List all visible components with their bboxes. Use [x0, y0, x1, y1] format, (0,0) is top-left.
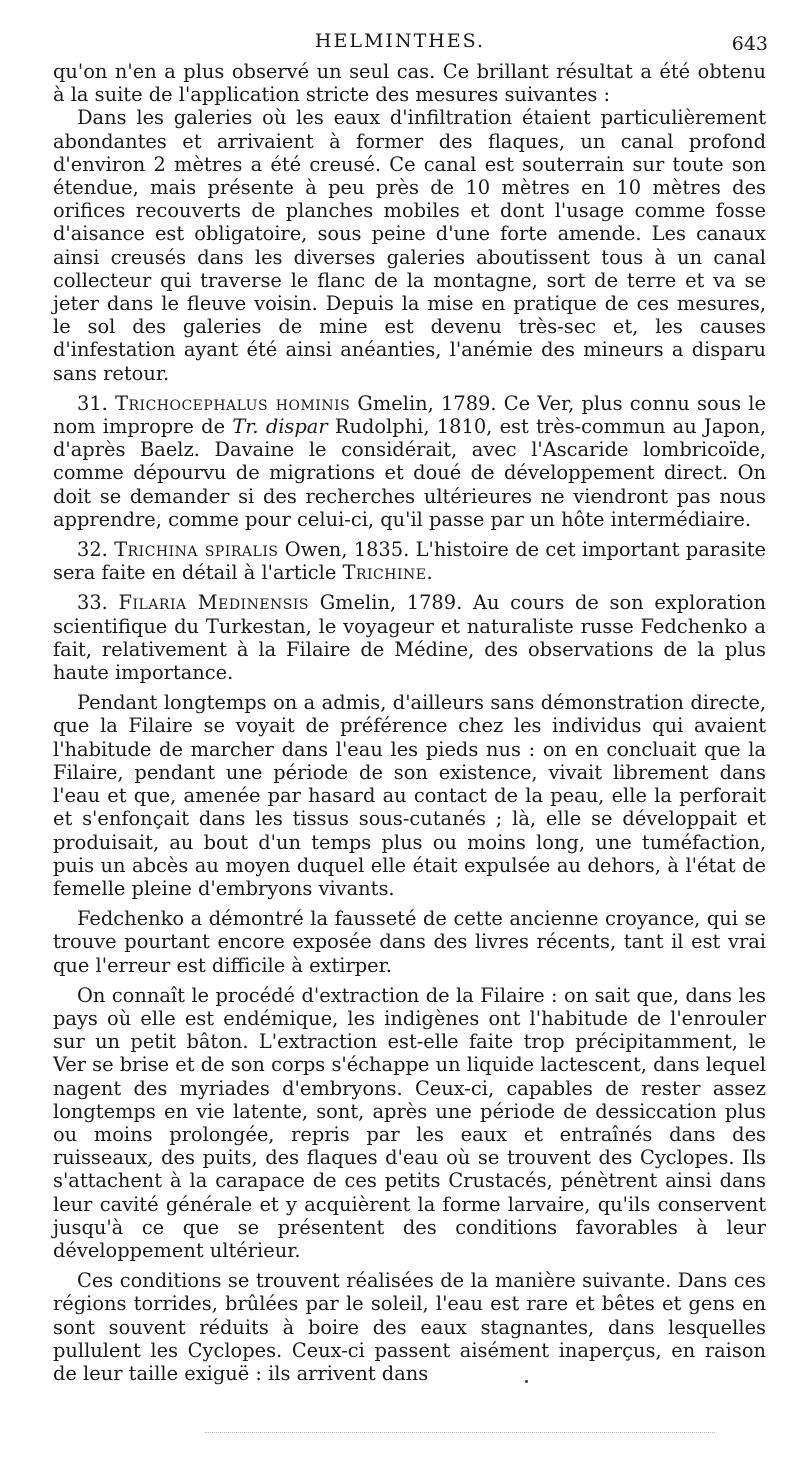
paragraph-fedchenko: Fedchenko a démontré la fausseté de cette ancienne croyance, qui se trouve pourtant encore exposée dans des livres récents, tant il est vrai que l'erreur est difficile à extirper.: [53, 907, 766, 977]
entry-end: .: [426, 561, 433, 585]
species-name: Filaria Medinensis: [118, 591, 310, 615]
species-author: Gmelin, 1789.: [319, 591, 463, 615]
species-name: Trichocephalus hominis: [115, 391, 351, 415]
page-number: 643: [731, 33, 768, 55]
paragraph-mine-drainage: Dans les galeries où les eaux d'infiltration étaient particulièrement abondantes et arrivaient à former des flaques, un canal profond d'environ 2 mètres a été creusé. Ce canal est souterrain sur toute son étendue, mais présente à peu près de 10 mètres en 10 mètres des orifices recouverts de planches mobiles et dont l'usage comme fosse d'aisance est obligatoire, sous peine d'une forte amende. Les canaux ainsi creusés dans les diverses galeries aboutissent tous à un canal collecteur qui traverse le flanc de la montagne, sort de terre et va se jeter dans le fleuve voisin. Depuis la mise en pratique de ces mesures, le sol des galeries de mine est devenu très-sec et, les causes d'infestation ayant été ainsi anéanties, l'anémie des mineurs a disparu sans retour.: [53, 106, 766, 385]
footer-rule: [205, 1432, 715, 1433]
entry-number: 31.: [77, 391, 108, 415]
species-author: Gmelin, 1789.: [357, 391, 497, 415]
entry-text: Rudolphi, 1810, est très-commun au Japon, d'après Baelz. Davaine le considérait, avec l'Ascaride lombricoïde, comme dépourvu de migrations et doué de développement direct. On doit se demander si des recherches ultérieures ne viendront pas nous apprendre, comme pour celui-ci, qu'il passe par un hôte intermédiaire.: [53, 415, 767, 531]
paragraph-old-belief: Pendant longtemps on a admis, d'ailleurs sans démonstration directe, que la Filaire se voyait de préférence chez les individus qui avaient l'habitude de marcher dans l'eau les pieds nus : on en concluait que la Filaire, pendant une période de son existence, vivait librement dans l'eau et que, amenée par hasard au contact de la peau, elle la perforait et s'enfonçait dans les tissus sous-cutanés ; là, elle se développait et produisait, au bout d'un temps plus ou moins long, une tuméfaction, puis un abcès au moyen duquel elle était expulsée au dehors, à l'état de femelle pleine d'embryons vivants.: [53, 691, 766, 900]
entry-text: L'histoire de cet important parasite sera faite en détail à l'article: [53, 538, 767, 585]
paragraph-filaria: [53, 591, 766, 684]
species-author: Owen, 1835.: [284, 538, 410, 562]
paragraph-conditions: Ces conditions se trouvent réalisées de la manière suivante. Dans ces régions torrides, brûlées par le soleil, l'eau est rare et bêtes et gens en sont souvent réduits à boire des eaux stagnantes, dans lesquelles pullulent les Cyclopes. Ceux-ci passent aisément inaperçus, en raison de leur taille exiguë : ils arrivent dans: [53, 1269, 766, 1385]
body-text: [53, 60, 766, 1385]
paragraph-extraction: On connaît le procédé d'extraction de la Filaire : on sait que, dans les pays où elle est endémique, les indigènes ont l'habitude de l'enrouler sur un petit bâton. L'extraction est-elle faite trop précipitamment, le Ver se brise et de son corps s'échappe un liquide lactescent, dans lequel nagent des myriades d'embryons. Ceux-ci, capables de rester assez longtemps en vie latente, sont, après une période de dessiccation plus ou moins prolongée, repris par les eaux et entraînés dans des ruisseaux, des puits, des flaques d'eau où se trouvent des Cyclopes. Ils s'attachent à la carapace de ces petits Crustacés, pénètrent ainsi dans leur cavité générale et y acquièrent la forme larvaire, qu'ils conservent jusqu'à ce que se présentent des conditions favorables à leur développement ultérieur.: [53, 983, 766, 1262]
page-header: [0, 30, 800, 58]
entry-number: 33.: [77, 591, 108, 615]
entry-number: 32.: [77, 538, 108, 562]
species-name: Trichina spiralis: [114, 538, 279, 562]
paragraph-trichina: [53, 538, 766, 584]
article-reference: Trichine: [342, 561, 427, 585]
running-head: HELMINTHES.: [314, 30, 486, 52]
paragraph-continuation: qu'on n'en a plus observé un seul cas. Ce brillant résultat a été obtenu à la suite de l'application stricte des mesures suivantes :: [53, 60, 766, 107]
paragraph-trichocephalus: [53, 392, 766, 531]
entry-text: Au cours de son exploration scientifique du Turkestan, le voyageur et naturaliste russe Fedchenko a fait, relativement à la Filaire de Médine, des observations de la plus haute importance.: [53, 591, 767, 685]
ink-speck: [525, 1380, 528, 1383]
synonym-name: Tr. dispar: [232, 415, 328, 439]
entry-text: Ce Ver, plus connu sous le nom impropre de: [53, 391, 766, 439]
